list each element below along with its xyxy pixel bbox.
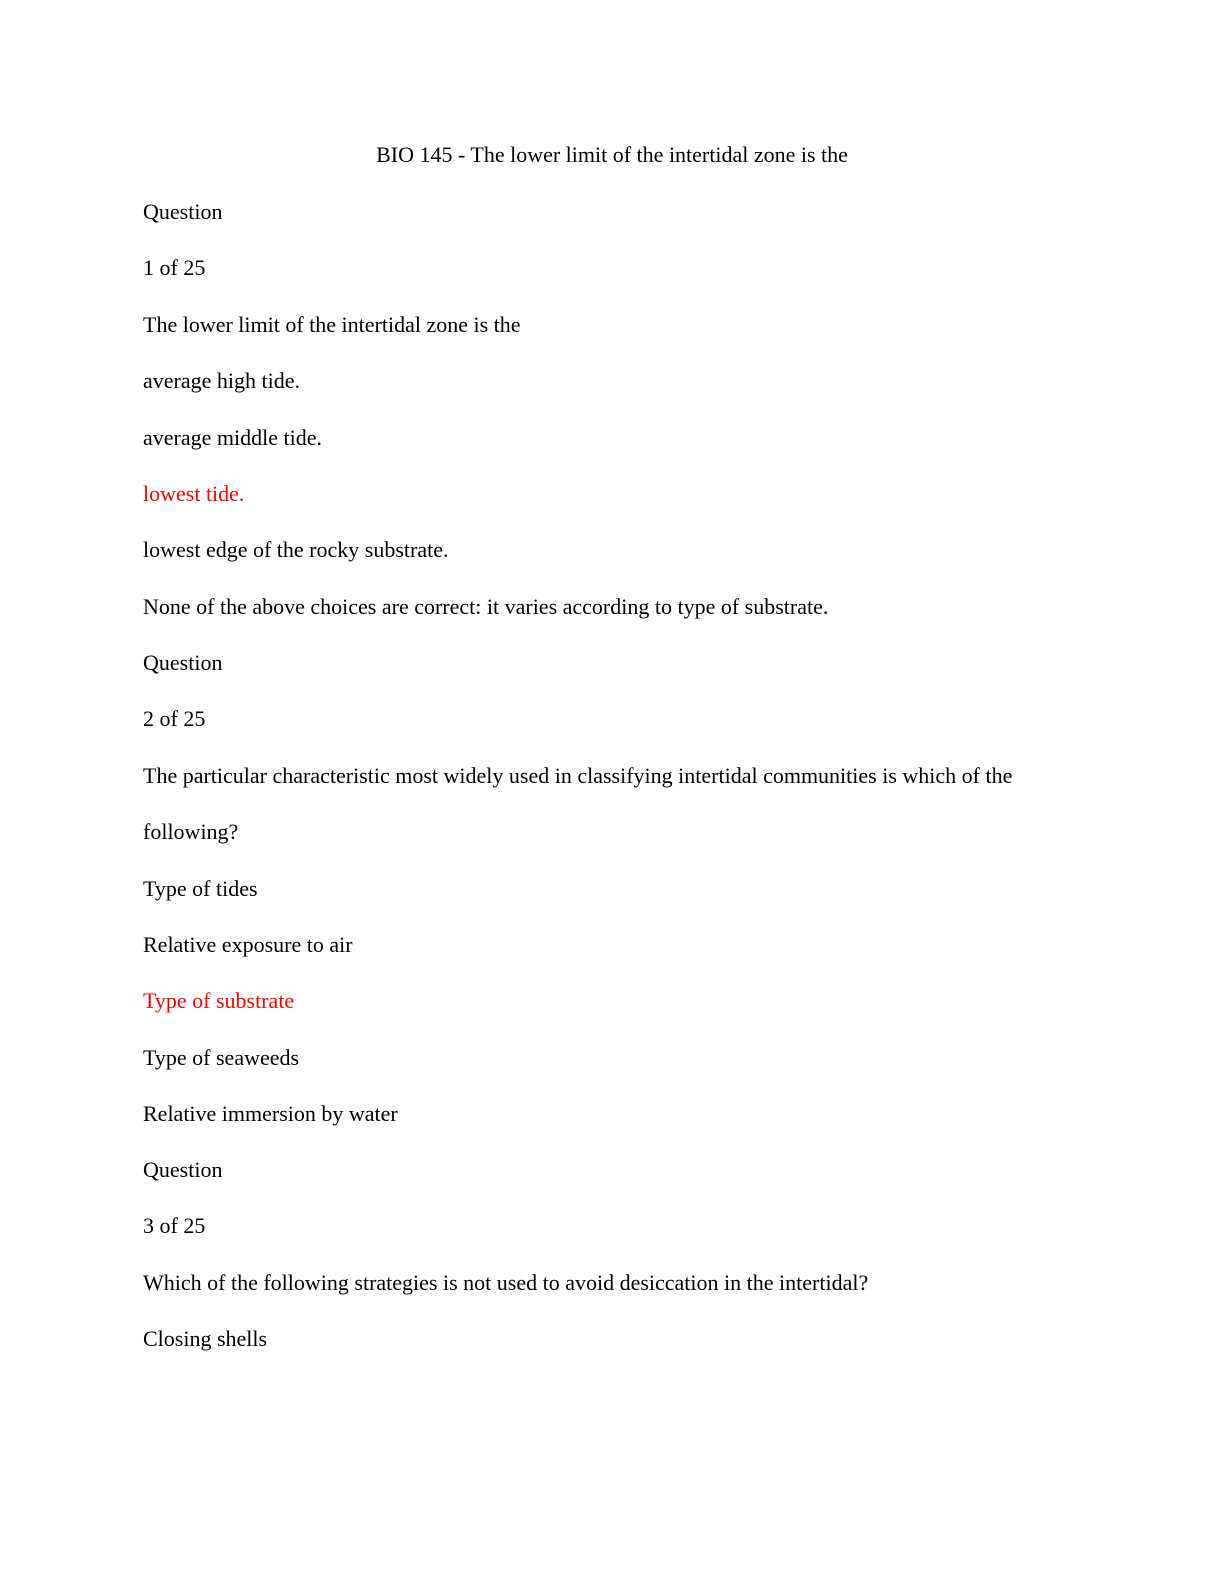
question-1-prompt: The lower limit of the intertidal zone is the (143, 312, 521, 337)
question-1-option-4: lowest edge of the rocky substrate. (143, 537, 449, 562)
question-2-option-5: Relative immersion by water (143, 1101, 398, 1126)
question-3-label: Question (143, 1157, 223, 1182)
question-2-option-2: Relative exposure to air (143, 932, 353, 957)
question-2-option-3-correct-answer: Type of substrate (143, 988, 295, 1013)
question-2-number: 2 of 25 (143, 706, 206, 731)
question-1-label: Question (143, 199, 223, 224)
question-3-prompt: Which of the following strategies is not used to avoid desiccation in the intertidal? (143, 1270, 869, 1295)
question-1-option-2: average middle tide. (143, 425, 322, 450)
question-2-prompt-line-2: following? (143, 819, 239, 844)
question-2-label: Question (143, 650, 223, 675)
question-3-number: 3 of 25 (143, 1213, 206, 1238)
question-1-option-1: average high tide. (143, 368, 300, 393)
document-title: BIO 145 - The lower limit of the intertidal zone is the (376, 142, 848, 167)
question-3-option-1: Closing shells (143, 1326, 268, 1351)
question-2-option-4: Type of seaweeds (143, 1045, 300, 1070)
question-2-option-1: Type of tides (143, 876, 258, 901)
question-1-option-5: None of the above choices are correct: it varies according to type of substrate. (143, 594, 829, 619)
question-1-option-3-correct-answer: lowest tide. (143, 481, 245, 506)
question-1-number: 1 of 25 (143, 255, 206, 280)
question-2-prompt-line-1: The particular characteristic most widely used in classifying intertidal communities is which of the (143, 763, 1013, 788)
